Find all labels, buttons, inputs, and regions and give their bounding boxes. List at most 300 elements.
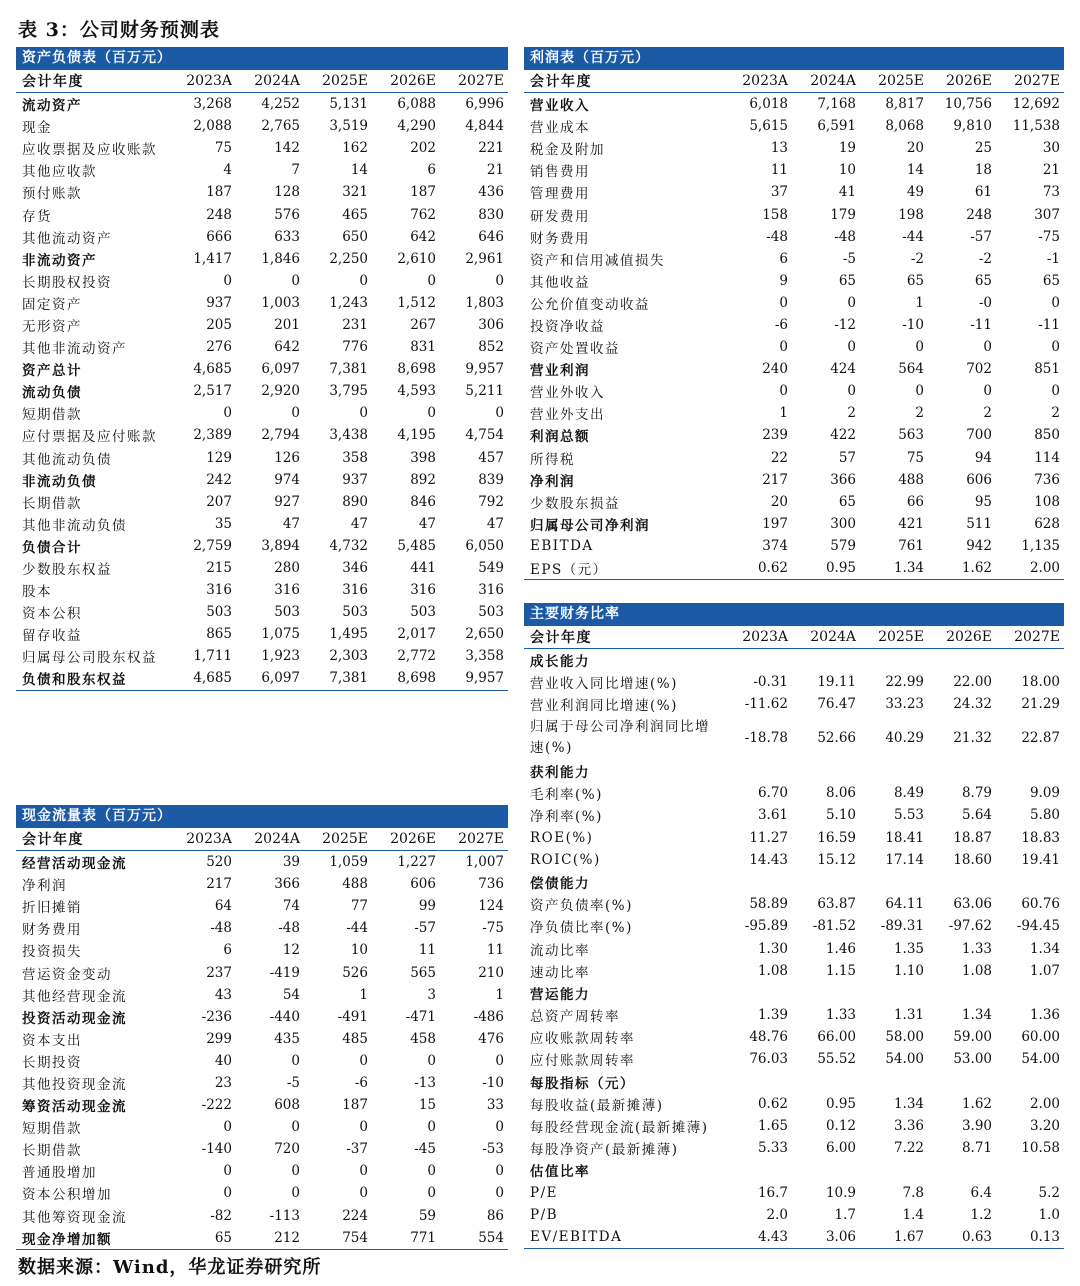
table-row	[16, 358, 508, 380]
row-label: 财务费用	[530, 230, 590, 247]
table-row	[524, 760, 1064, 782]
value-cell: -10	[482, 1074, 504, 1091]
value-cell: 1.62	[961, 1095, 992, 1112]
table-row	[524, 226, 1064, 248]
value-cell: 1.62	[961, 560, 992, 577]
value-cell: 142	[274, 140, 300, 157]
page-title: 表 3：公司财务预测表	[18, 19, 220, 41]
table-row	[524, 358, 1064, 380]
value-cell: 942	[966, 537, 992, 554]
table-row	[16, 939, 508, 961]
table-row	[524, 960, 1064, 982]
value-cell: 839	[478, 471, 504, 488]
value-cell: 0	[359, 272, 368, 289]
value-cell: 2,765	[261, 118, 300, 135]
table-row	[524, 849, 1064, 871]
value-cell: 24.32	[953, 696, 992, 713]
value-cell: 53.00	[953, 1051, 992, 1068]
value-cell: 503	[274, 604, 300, 621]
value-cell: 1,846	[261, 250, 300, 267]
value-cell: 503	[342, 604, 368, 621]
value-cell: 511	[966, 515, 992, 532]
value-cell: 398	[410, 449, 436, 466]
value-cell: 0	[495, 1185, 504, 1202]
value-cell: 0.12	[825, 1118, 856, 1135]
row-label: 偿债能力	[530, 875, 590, 892]
value-cell: 0	[1051, 383, 1060, 400]
value-cell: 73	[1042, 184, 1060, 201]
year-header: 2025E	[322, 831, 368, 847]
year-header: 2025E	[322, 73, 368, 89]
value-cell: 865	[206, 626, 232, 643]
value-cell: 503	[410, 604, 436, 621]
row-label: 长期借款	[22, 1143, 82, 1160]
value-cell: 937	[206, 294, 232, 311]
value-cell: 0.62	[757, 560, 788, 577]
value-cell: 0	[427, 1119, 436, 1136]
value-cell: 1,059	[329, 854, 368, 871]
table-row	[524, 1048, 1064, 1070]
value-cell: 0	[847, 294, 856, 311]
value-cell: 21	[486, 162, 504, 179]
value-cell: 3.36	[893, 1118, 924, 1135]
header-label: 会计年度	[530, 630, 592, 646]
table-row	[524, 937, 1064, 959]
row-label: ROE(%)	[530, 829, 594, 846]
row-label: 资产处置收益	[530, 341, 620, 358]
row-label: 毛利率(%)	[530, 787, 603, 804]
table-row	[524, 649, 1064, 671]
value-cell: 564	[898, 361, 924, 378]
table-row	[524, 782, 1064, 804]
value-cell: 2,772	[397, 648, 436, 665]
value-cell: 59	[418, 1207, 436, 1224]
value-cell: 0	[1051, 294, 1060, 311]
value-cell: -5	[286, 1074, 300, 1091]
table-row	[524, 93, 1064, 115]
table-title: 利润表（百万元）	[524, 47, 1064, 70]
row-label: 研发费用	[530, 208, 590, 225]
value-cell: 1.08	[757, 962, 788, 979]
value-cell: 4,195	[397, 427, 436, 444]
table-header-row	[16, 70, 508, 93]
row-label: 流动负债	[22, 385, 82, 402]
value-cell: 66.00	[817, 1029, 856, 1046]
table-row	[524, 982, 1064, 1004]
value-cell: 14	[906, 162, 924, 179]
value-cell: 0	[291, 1163, 300, 1180]
value-cell: 197	[762, 515, 788, 532]
value-cell: 10.9	[825, 1184, 856, 1201]
row-label: 其他应收款	[22, 164, 97, 181]
value-cell: 40.29	[885, 729, 924, 746]
value-cell: 2,759	[193, 537, 232, 554]
value-cell: 77	[350, 898, 368, 915]
value-cell: 18.87	[953, 829, 992, 846]
value-cell: 65	[214, 1229, 232, 1246]
value-cell: 8,068	[885, 118, 924, 135]
row-label: EBITDA	[530, 537, 594, 554]
value-cell: -13	[414, 1074, 436, 1091]
value-cell: 1,135	[1021, 537, 1060, 554]
value-cell: 74	[282, 898, 300, 915]
value-cell: 19	[838, 140, 856, 157]
value-cell: 54.00	[885, 1051, 924, 1068]
value-cell: 4,754	[465, 427, 504, 444]
value-cell: 0	[779, 294, 788, 311]
value-cell: 65	[906, 272, 924, 289]
row-label: 税金及附加	[530, 142, 605, 159]
table-row	[524, 1115, 1064, 1137]
value-cell: 20	[906, 140, 924, 157]
value-cell: 892	[410, 471, 436, 488]
value-cell: 17.14	[885, 851, 924, 868]
year-header: 2025E	[878, 73, 924, 89]
value-cell: 5,211	[465, 383, 504, 400]
value-cell: 65	[838, 493, 856, 510]
table-row	[16, 917, 508, 939]
value-cell: 1,495	[329, 626, 368, 643]
value-cell: 846	[410, 493, 436, 510]
table-row	[16, 645, 508, 667]
value-cell: 1.39	[757, 1007, 788, 1024]
table-row	[16, 1138, 508, 1160]
row-label: 存货	[22, 208, 52, 225]
value-cell: 95	[974, 493, 992, 510]
value-cell: 18.60	[953, 851, 992, 868]
cash-flow-panel	[16, 805, 508, 1250]
value-cell: 19.11	[817, 674, 856, 691]
value-cell: 4,252	[261, 96, 300, 113]
row-label: 短期借款	[22, 1121, 82, 1138]
row-label: 预付账款	[22, 186, 82, 203]
table-row	[524, 137, 1064, 159]
row-label: 长期投资	[22, 1054, 82, 1071]
row-label: 投资损失	[22, 944, 82, 961]
value-cell: 22.00	[953, 674, 992, 691]
value-cell: -44	[902, 228, 924, 245]
table-row	[16, 336, 508, 358]
value-cell: 4,685	[193, 670, 232, 687]
value-cell: 831	[410, 339, 436, 356]
row-label: 销售费用	[530, 164, 590, 181]
value-cell: -89.31	[880, 918, 924, 935]
value-cell: 6,591	[817, 118, 856, 135]
value-cell: 242	[206, 471, 232, 488]
value-cell: 18.00	[1021, 674, 1060, 691]
value-cell: 124	[478, 898, 504, 915]
value-cell: 11	[486, 942, 504, 959]
value-cell: 0	[915, 383, 924, 400]
table-row	[16, 270, 508, 292]
table-row	[524, 513, 1064, 535]
value-cell: 8.06	[825, 785, 856, 802]
year-header: 2024A	[810, 73, 856, 89]
table-body	[524, 649, 1064, 1249]
value-cell: 316	[206, 582, 232, 599]
value-cell: 565	[410, 964, 436, 981]
year-header: 2027E	[1014, 73, 1060, 89]
table-title: 资产负债表（百万元）	[16, 47, 508, 70]
value-cell: 2.0	[766, 1206, 788, 1223]
row-label: 营业利润	[530, 363, 590, 380]
value-cell: 99	[418, 898, 436, 915]
value-cell: 162	[342, 140, 368, 157]
row-label: 非流动资产	[22, 252, 97, 269]
value-cell: 4,593	[397, 383, 436, 400]
row-label: 资本公积	[22, 606, 82, 623]
table-row	[16, 557, 508, 579]
table-row	[524, 336, 1064, 358]
value-cell: 12	[282, 942, 300, 959]
value-cell: 11,538	[1012, 118, 1060, 135]
value-cell: 9,957	[465, 670, 504, 687]
table-row	[524, 402, 1064, 424]
value-cell: 503	[206, 604, 232, 621]
table-row	[16, 667, 508, 689]
value-cell: 1.33	[825, 1007, 856, 1024]
value-cell: 6.4	[970, 1184, 992, 1201]
value-cell: 64	[214, 898, 232, 915]
table-row	[16, 579, 508, 601]
value-cell: 187	[410, 184, 436, 201]
value-cell: -1	[1046, 250, 1060, 267]
value-cell: 22	[770, 449, 788, 466]
value-cell: 21.32	[953, 729, 992, 746]
value-cell: -48	[766, 228, 788, 245]
value-cell: 2.00	[1029, 1095, 1060, 1112]
row-label: 其他非流动资产	[22, 341, 127, 358]
value-cell: 0.95	[825, 560, 856, 577]
table-row	[16, 314, 508, 336]
value-cell: 3,894	[261, 537, 300, 554]
value-cell: -97.62	[948, 918, 992, 935]
year-header: 2026E	[390, 73, 436, 89]
row-label: 其他流动资产	[22, 230, 112, 247]
value-cell: 39	[282, 854, 300, 871]
value-cell: 503	[478, 604, 504, 621]
value-cell: 10	[838, 162, 856, 179]
value-cell: 1,075	[261, 626, 300, 643]
year-header: 2023A	[186, 831, 232, 847]
year-header: 2025E	[878, 629, 924, 645]
row-label: 资产负债率(%)	[530, 898, 633, 915]
value-cell: 187	[206, 184, 232, 201]
table-row	[524, 915, 1064, 937]
value-cell: 55.52	[817, 1051, 856, 1068]
row-label: 少数股东权益	[22, 562, 112, 579]
row-label: 少数股东损益	[530, 495, 620, 512]
row-label: 长期股权投资	[22, 274, 112, 291]
value-cell: 18.83	[1021, 829, 1060, 846]
value-cell: -48	[210, 920, 232, 937]
year-header: 2023A	[742, 629, 788, 645]
value-cell: 35	[214, 515, 232, 532]
value-cell: 201	[274, 316, 300, 333]
table-row	[16, 115, 508, 137]
value-cell: 422	[830, 427, 856, 444]
value-cell: 608	[274, 1097, 300, 1114]
row-label: 速动比率	[530, 964, 590, 981]
value-cell: 458	[410, 1030, 436, 1047]
value-cell: 5,485	[397, 537, 436, 554]
value-cell: 776	[342, 339, 368, 356]
row-label: 投资活动现金流	[22, 1010, 127, 1027]
row-label: 投资净收益	[530, 318, 605, 335]
value-cell: 237	[206, 964, 232, 981]
table-row	[16, 447, 508, 469]
value-cell: 19.41	[1021, 851, 1060, 868]
value-cell: 0.13	[1029, 1228, 1060, 1245]
row-label: 营运资金变动	[22, 966, 112, 983]
row-label: 资产总计	[22, 363, 82, 380]
value-cell: -486	[473, 1008, 504, 1025]
value-cell: 3,438	[329, 427, 368, 444]
row-label: 每股经营现金流(最新摊薄)	[530, 1120, 709, 1137]
value-cell: 47	[282, 515, 300, 532]
value-cell: 1,003	[261, 294, 300, 311]
row-label: 资产和信用减值损失	[530, 252, 665, 269]
value-cell: 666	[206, 228, 232, 245]
value-cell: 1,512	[397, 294, 436, 311]
value-cell: 0	[359, 1185, 368, 1202]
value-cell: 49	[906, 184, 924, 201]
year-header: 2026E	[946, 73, 992, 89]
value-cell: 771	[410, 1229, 436, 1246]
value-cell: 0	[495, 272, 504, 289]
table-row	[524, 424, 1064, 446]
row-label: EPS（元）	[530, 562, 608, 579]
value-cell: 0	[359, 1119, 368, 1136]
value-cell: 158	[762, 206, 788, 223]
value-cell: 7.22	[893, 1140, 924, 1157]
value-cell: 0.62	[757, 1095, 788, 1112]
value-cell: 280	[274, 560, 300, 577]
value-cell: 6,050	[465, 537, 504, 554]
value-cell: 424	[830, 361, 856, 378]
value-cell: 5,615	[749, 118, 788, 135]
value-cell: 33	[486, 1097, 504, 1114]
value-cell: 2,250	[329, 250, 368, 267]
value-cell: 248	[206, 206, 232, 223]
row-label: 营业利润同比增速(%)	[530, 698, 678, 715]
value-cell: 10	[350, 942, 368, 959]
value-cell: 927	[274, 493, 300, 510]
value-cell: -6	[774, 316, 788, 333]
value-cell: 2,961	[465, 250, 504, 267]
value-cell: 549	[478, 560, 504, 577]
value-cell: 7.8	[902, 1184, 924, 1201]
table-row	[524, 491, 1064, 513]
row-label: 应付票据及应付账款	[22, 429, 157, 446]
value-cell: 41	[838, 184, 856, 201]
value-cell: 890	[342, 493, 368, 510]
value-cell: 76.47	[817, 696, 856, 713]
table-row	[16, 402, 508, 424]
row-label: 资本公积增加	[22, 1187, 112, 1204]
value-cell: 66	[906, 493, 924, 510]
table-body	[524, 93, 1064, 580]
value-cell: 0	[495, 1052, 504, 1069]
table-row	[16, 1072, 508, 1094]
value-cell: 33.23	[885, 696, 924, 713]
row-label: 总资产周转率	[530, 1009, 620, 1026]
row-label: 成长能力	[530, 654, 590, 671]
table-row	[16, 1116, 508, 1138]
table-header-row	[524, 70, 1064, 93]
value-cell: -12	[834, 316, 856, 333]
table-row	[16, 895, 508, 917]
value-cell: 8,817	[885, 96, 924, 113]
value-cell: -82	[210, 1207, 232, 1224]
value-cell: 8,698	[397, 670, 436, 687]
value-cell: 75	[906, 449, 924, 466]
table-header-row	[16, 828, 508, 851]
value-cell: 11	[770, 162, 788, 179]
row-label: 营业外收入	[530, 385, 605, 402]
value-cell: 47	[418, 515, 436, 532]
value-cell: 2,794	[261, 427, 300, 444]
value-cell: 435	[274, 1030, 300, 1047]
value-cell: 63.87	[817, 896, 856, 913]
value-cell: 0	[291, 1185, 300, 1202]
value-cell: 16.7	[757, 1184, 788, 1201]
value-cell: 0	[427, 1052, 436, 1069]
value-cell: 3.61	[757, 807, 788, 824]
value-cell: 4,290	[397, 118, 436, 135]
value-cell: 11	[418, 942, 436, 959]
table-row	[524, 693, 1064, 715]
table-row	[16, 491, 508, 513]
value-cell: -419	[269, 964, 300, 981]
value-cell: 1.34	[961, 1007, 992, 1024]
table-row	[16, 513, 508, 535]
table-row	[16, 93, 508, 115]
table-row	[524, 203, 1064, 225]
value-cell: 792	[478, 493, 504, 510]
row-label: 流动比率	[530, 942, 590, 959]
table-row	[524, 1026, 1064, 1048]
table-row	[524, 248, 1064, 270]
data-source-note: 数据来源：Wind，华龙证券研究所	[18, 1257, 322, 1278]
row-label: 其他非流动负债	[22, 517, 127, 534]
value-cell: 7	[291, 162, 300, 179]
value-cell: 2,610	[397, 250, 436, 267]
row-label: 其他筹资现金流	[22, 1209, 127, 1226]
value-cell: 0	[223, 272, 232, 289]
row-label: 折旧摊销	[22, 900, 82, 917]
row-label: 管理费用	[530, 186, 590, 203]
value-cell: 1,711	[193, 648, 232, 665]
value-cell: -236	[201, 1008, 232, 1025]
value-cell: 54	[282, 986, 300, 1003]
value-cell: 5.80	[1029, 807, 1060, 824]
value-cell: 2,017	[397, 626, 436, 643]
value-cell: 0	[847, 339, 856, 356]
table-row	[16, 623, 508, 645]
value-cell: 9	[779, 272, 788, 289]
value-cell: 2,517	[193, 383, 232, 400]
value-cell: 1	[915, 294, 924, 311]
value-cell: 6,018	[749, 96, 788, 113]
value-cell: 8,698	[397, 361, 436, 378]
value-cell: 937	[342, 471, 368, 488]
value-cell: 374	[762, 537, 788, 554]
value-cell: 6.70	[757, 785, 788, 802]
table-row	[16, 873, 508, 895]
value-cell: 6,097	[261, 670, 300, 687]
row-label: 所得税	[530, 451, 575, 468]
